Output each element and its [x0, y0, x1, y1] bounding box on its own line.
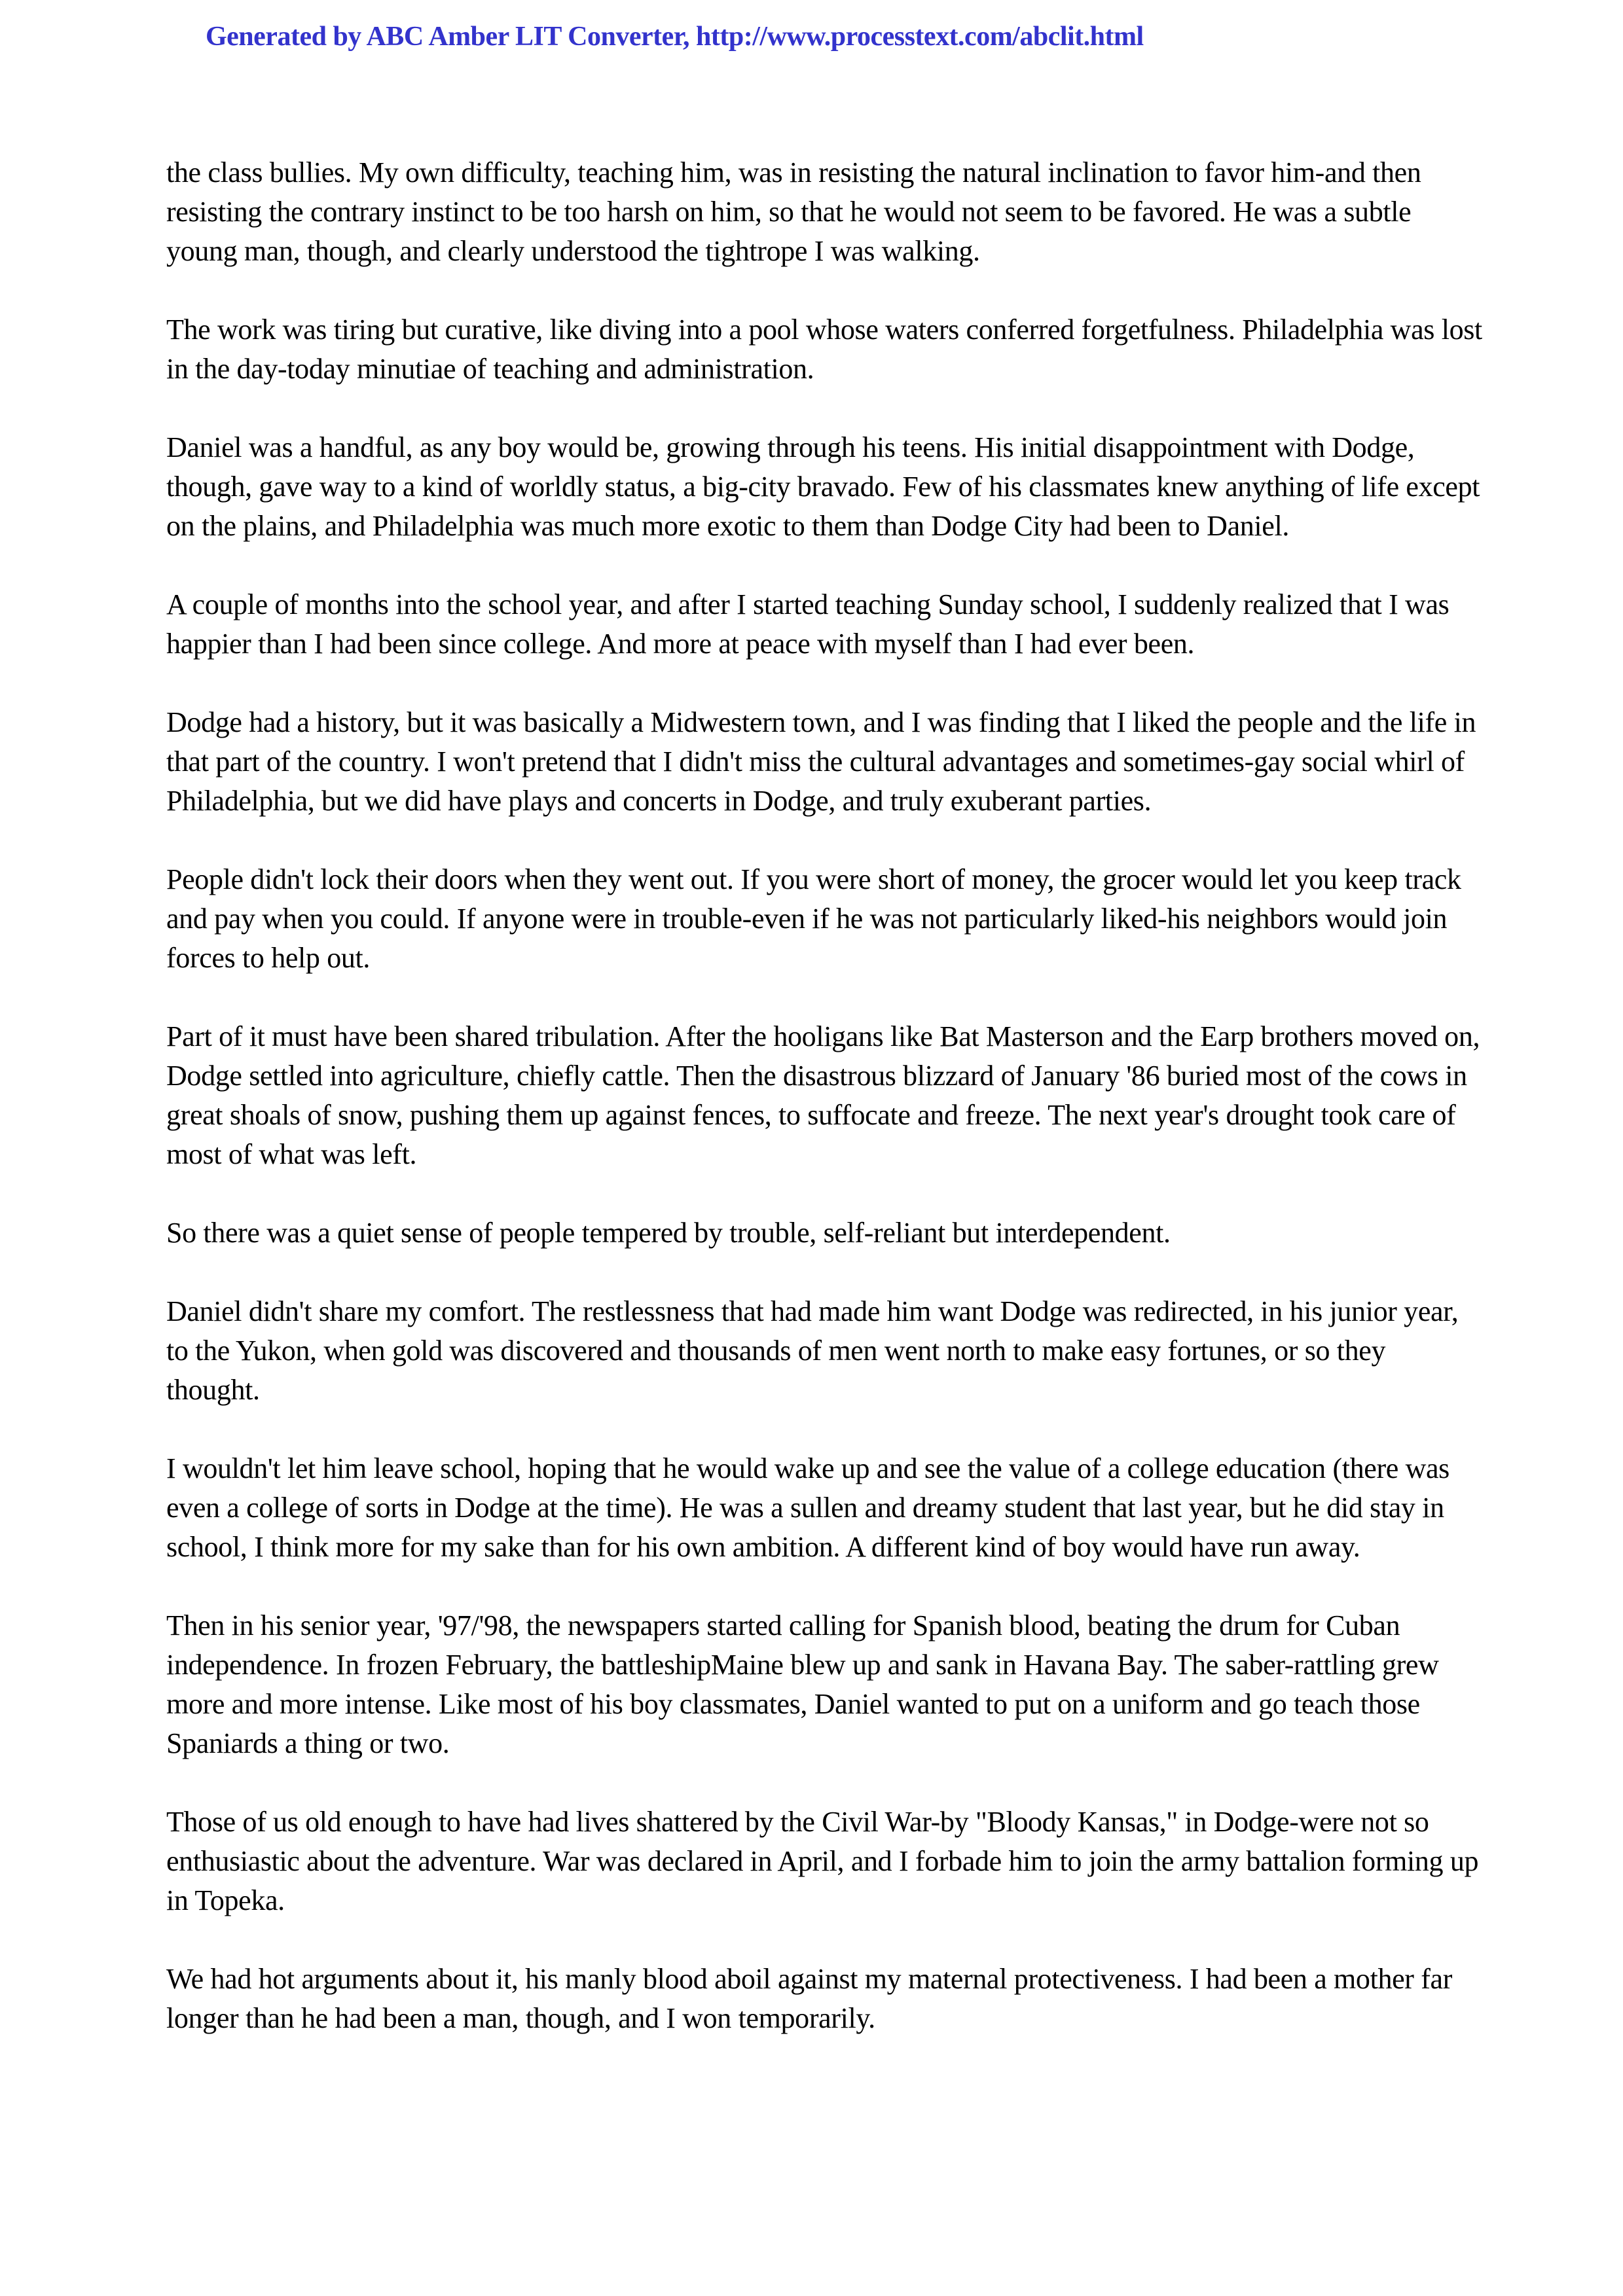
paragraph: Daniel didn't share my comfort. The restlessness that had made him want Dodge was redirected, in his junior year, to the Yukon, when gold was discovered and thousands of men went north to make easy fortunes, or so they thought. [166, 1295, 1459, 1406]
paragraph: A couple of months into the school year, and after I started teaching Sunday school, I suddenly realized that I was happier than I had been since college. And more at peace with myself than I had ever been. [166, 588, 1450, 660]
paragraph: We had hot arguments about it, his manly blood aboil against my maternal protectiveness. I had been a mother far longer than he had been a man, though, and I won temporarily. [166, 1963, 1453, 2034]
paragraph: I wouldn't let him leave school, hoping that he would wake up and see the value of a college education (there was even a college of sorts in Dodge at the time). He was a sullen and dreamy student that last year, but he did stay in school, I think more for my sake than for his own ambition. A different kind of boy would have run away. [166, 1452, 1450, 1563]
paragraph: the class bullies. My own difficulty, teaching him, was in resisting the natural inclination to favor him-and then resisting the contrary instinct to be too harsh on him, so that he would not seem to be favored. He was a subtle young man, though, and clearly understood the tightrope I was walking. [166, 156, 1421, 267]
paragraph: The work was tiring but curative, like diving into a pool whose waters conferred forgetfulness. Philadelphia was lost in the day-today minutiae of teaching and administration. [166, 314, 1482, 385]
paragraph: Dodge had a history, but it was basically a Midwestern town, and I was finding that I liked the people and the life in that part of the country. I won't pretend that I didn't miss the cultural advantages and sometimes-gay social whirl of Philadelphia, but we did have plays and concerts in Dodge, and truly exuberant parties. [166, 706, 1476, 817]
paragraph: Those of us old enough to have had lives shattered by the Civil War-by "Bloody Kansas," in Dodge-were not so enthusiastic about the adventure. War was declared in April, and I forbade him to join the army battalion forming up in Topeka. [166, 1806, 1479, 1916]
paragraph: So there was a quiet sense of people tempered by trouble, self-reliant but interdependent. [166, 1217, 1171, 1249]
document-body [166, 153, 1482, 2077]
paragraph: Then in his senior year, '97/'98, the newspapers started calling for Spanish blood, beating the drum for Cuban independence. In frozen February, the battleshipMaine blew up and sank in Havana Bay. The saber-rattling grew more and more intense. Like most of his boy classmates, Daniel wanted to put on a uniform and go teach those Spaniards a thing or two. [166, 1609, 1439, 1759]
paragraph: Daniel was a handful, as any boy would be, growing through his teens. His initial disappointment with Dodge, though, gave way to a kind of worldly status, a big-city bravado. Few of his classmates knew anything of life except on the plains, and Philadelphia was much more exotic to them than Dodge City had been to Daniel. [166, 431, 1480, 542]
paragraph: Part of it must have been shared tribulation. After the hooligans like Bat Masterson and the Earp brothers moved on, Dodge settled into agriculture, chiefly cattle. Then the disastrous blizzard of January '86 buried most of the cows in great shoals of snow, pushing them up against fences, to suffocate and freeze. The next year's drought took care of most of what was left. [166, 1020, 1480, 1170]
paragraph: People didn't lock their doors when they went out. If you were short of money, the grocer would let you keep track and pay when you could. If anyone were in trouble-even if he was not particularly liked-his neighbors would join forces to help out. [166, 863, 1461, 974]
converter-header: Generated by ABC Amber LIT Converter, http://www.processtext.com/abclit.html [206, 22, 1144, 52]
